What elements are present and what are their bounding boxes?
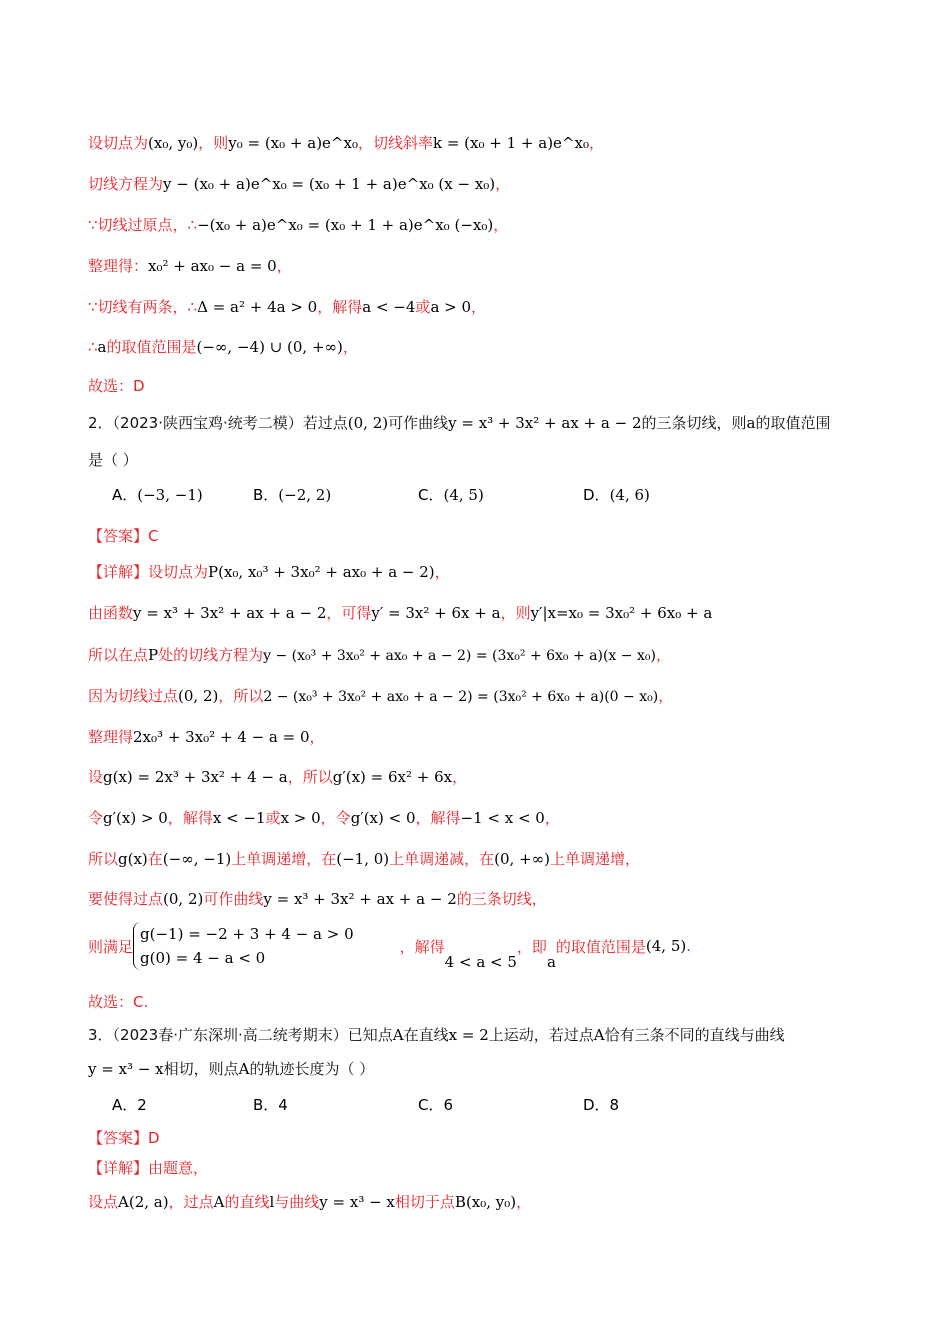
- sol1-choice: [88, 375, 890, 397]
- q2-detail-1: [88, 561, 890, 583]
- formula: k = (x₀ + 1 + a)e^x₀: [432, 134, 589, 152]
- text: 3．（2023春·广东深圳·高二统考期末）已知点: [88, 1026, 393, 1044]
- text: ，解得: [399, 937, 445, 956]
- case-line-2: g(0) = 4 − a < 0: [140, 949, 266, 967]
- sol1-line-4: [88, 255, 890, 277]
- sol1-line-3: [88, 214, 890, 236]
- text: ，即: [516, 937, 547, 956]
- text: ，: [516, 1193, 532, 1211]
- option-value: (−2, 2): [278, 486, 332, 504]
- formula: x > 0: [280, 809, 321, 827]
- text: 【详解】设切点为: [88, 563, 209, 581]
- q2-stem: [88, 412, 890, 434]
- formula: a: [746, 414, 756, 432]
- text: 的取值范围是: [106, 338, 197, 356]
- formula: −(x₀ + a)e^x₀ = (x₀ + 1 + a)e^x₀ (−x₀): [197, 216, 494, 234]
- q3-detail-1: [88, 1157, 890, 1179]
- text: 设点: [88, 1193, 119, 1211]
- sol1-line-5: [88, 296, 890, 318]
- q2-detail-6: [88, 766, 890, 788]
- q2-detail-9: [88, 888, 890, 910]
- formula: g′(x) = 6x² + 6x: [332, 768, 453, 786]
- text: 的三条切线，: [456, 890, 547, 908]
- formula: Δ = a² + 4a > 0: [197, 298, 318, 316]
- formula: g′(x) > 0: [103, 809, 168, 827]
- text: ，解得: [167, 809, 213, 827]
- formula: A: [593, 1026, 605, 1044]
- case-system: [133, 922, 354, 970]
- text: 相切于点: [394, 1193, 455, 1211]
- formula: x₀² + ax₀ − a = 0: [148, 257, 277, 275]
- formula: (−∞, −1): [162, 850, 232, 868]
- text: ，: [309, 728, 325, 746]
- option-label: C．: [418, 486, 444, 504]
- q2-detail-5: [88, 726, 890, 748]
- formula: x = 2: [448, 1026, 489, 1044]
- text: ，: [588, 134, 604, 152]
- option-label: A．: [112, 486, 138, 504]
- text: ∴: [88, 338, 98, 356]
- text: 的轨迹长度为（ ）: [249, 1060, 375, 1078]
- text: 上单调递减，在: [389, 850, 495, 868]
- text: 上单调递增，在: [231, 850, 337, 868]
- q2-detail-2: [88, 602, 890, 624]
- q2-option-b[interactable]: [253, 484, 331, 506]
- q3-option-a[interactable]: [112, 1094, 147, 1116]
- formula: A: [238, 1060, 250, 1078]
- option-label: D．: [583, 486, 610, 504]
- text: ，: [276, 257, 292, 275]
- text: ，: [495, 175, 511, 193]
- option-label: A．2: [112, 1096, 147, 1114]
- text: ，所以: [287, 768, 333, 786]
- option-value: (4, 5): [443, 486, 484, 504]
- formula: 2x₀³ + 3x₀² + 4 − a = 0: [133, 728, 310, 746]
- q3-option-d[interactable]: [583, 1094, 619, 1116]
- option-value: (−3, −1): [137, 486, 203, 504]
- option-label: D．8: [583, 1096, 620, 1114]
- text: 上单调递增，: [550, 850, 641, 868]
- q2-detail-3: [88, 644, 890, 667]
- text: 【答案】C: [88, 527, 159, 545]
- text: 设: [88, 768, 104, 786]
- formula: g(x): [118, 850, 148, 868]
- text: ，所以: [218, 687, 264, 705]
- formula: y − (x₀³ + 3x₀² + ax₀ + a − 2) = (3x₀² + 6x₀ + a)(x − x₀): [263, 648, 656, 664]
- text: 2．（2023·陕西宝鸡·统考二模）若过点: [88, 414, 348, 432]
- q2-detail-8: [88, 848, 890, 870]
- formula: y = x³ + 3x² + ax + a − 2: [133, 604, 327, 622]
- formula: −1 < x < 0: [460, 809, 545, 827]
- text: ，: [655, 646, 671, 664]
- q2-option-d[interactable]: [583, 484, 650, 506]
- formula: 2 − (x₀³ + 3x₀² + ax₀ + a − 2) = (3x₀² + 6x₀ + a)(0 − x₀): [263, 689, 659, 705]
- option-label: C．6: [418, 1096, 454, 1114]
- formula: (−1, 0): [336, 850, 390, 868]
- text: 或: [415, 298, 431, 316]
- sol1-line-6: [88, 336, 890, 358]
- q2-detail-7: [88, 807, 890, 829]
- text: 可作曲线: [203, 890, 264, 908]
- text: 故选：C.: [88, 993, 149, 1011]
- formula: a: [546, 953, 556, 971]
- text: ，切线斜率: [357, 134, 433, 152]
- q2-detail-4: [88, 685, 890, 708]
- text: ，解得: [415, 809, 461, 827]
- text: ，: [471, 298, 487, 316]
- text: ，: [434, 563, 450, 581]
- formula: y = x³ + 3x² + ax + a − 2: [448, 414, 642, 432]
- formula: y = x³ − x: [88, 1060, 164, 1078]
- formula: a: [97, 338, 107, 356]
- q3-option-c[interactable]: [418, 1094, 453, 1116]
- formula: g(x) = 2x³ + 3x² + 4 − a: [103, 768, 288, 786]
- q2-detail-10: [88, 922, 691, 970]
- option-label: B．: [253, 486, 279, 504]
- q2-option-c[interactable]: [418, 484, 484, 506]
- text: ，则: [198, 134, 229, 152]
- text: 的取值范围是: [555, 937, 646, 956]
- option-value: (4, 6): [609, 486, 650, 504]
- q3-detail-2: [88, 1191, 890, 1213]
- formula: y = x³ − x: [319, 1193, 395, 1211]
- sol1-line-1: [88, 132, 890, 154]
- formula: P: [148, 646, 159, 664]
- text: ，可得: [326, 604, 372, 622]
- text: 的直线: [224, 1193, 270, 1211]
- text: 要使得过点: [88, 890, 164, 908]
- formula: g′(x) < 0: [350, 809, 416, 827]
- text: 令: [88, 809, 104, 827]
- text: ，: [493, 216, 509, 234]
- text: 整理得: [88, 728, 134, 746]
- text: 设切点为: [88, 134, 149, 152]
- formula: A: [213, 1193, 225, 1211]
- text: 所以: [88, 850, 119, 868]
- text: 切线方程为: [88, 175, 164, 193]
- q2-option-a[interactable]: [112, 484, 203, 506]
- q2-choice: [88, 991, 890, 1013]
- formula: a < −4: [362, 298, 416, 316]
- text: 因为切线过点: [88, 687, 179, 705]
- formula: y′|x=x₀ = 3x₀² + 6x₀ + a: [530, 604, 713, 622]
- text: 是（ ）: [88, 451, 138, 469]
- text: ，: [544, 809, 560, 827]
- q3-stem: [88, 1024, 890, 1046]
- text: 可作曲线: [388, 414, 449, 432]
- text: ∵切线有两条，∴: [88, 298, 198, 316]
- formula: P(x₀, x₀³ + 3x₀² + ax₀ + a − 2): [208, 563, 435, 581]
- q2-stem-2: [88, 449, 890, 471]
- formula: y = x³ + 3x² + ax + a − 2: [263, 890, 457, 908]
- text: 的取值范围: [755, 414, 831, 432]
- formula: (0, 2): [178, 687, 219, 705]
- text: 整理得：: [88, 257, 149, 275]
- formula: (0, 2): [163, 890, 204, 908]
- q3-option-b[interactable]: [253, 1094, 288, 1116]
- formula: 4 < a < 5: [444, 953, 517, 971]
- formula: x < −1: [212, 809, 266, 827]
- sol1-line-2: [88, 173, 890, 195]
- text: 故选：D: [88, 377, 145, 395]
- text: 处的切线方程为: [158, 646, 264, 664]
- text: ，则: [500, 604, 531, 622]
- option-label: B．4: [253, 1096, 288, 1114]
- text: 所以在点: [88, 646, 149, 664]
- text: 在直线: [403, 1026, 449, 1044]
- text: 则满足: [88, 937, 134, 956]
- formula: y − (x₀ + a)e^x₀ = (x₀ + 1 + a)e^x₀ (x − x₀): [163, 175, 496, 193]
- formula: a > 0: [430, 298, 472, 316]
- text: 恰有三条不同的直线与曲线: [604, 1026, 785, 1044]
- formula: (4, 5): [645, 937, 687, 955]
- formula: (0, +∞): [494, 850, 551, 868]
- text: 在: [147, 850, 163, 868]
- formula: A(2, a): [118, 1193, 169, 1211]
- case-line-1: g(−1) = −2 + 3 + 4 − a > 0: [140, 925, 354, 943]
- q3-stem-2: [88, 1058, 890, 1080]
- text: 由函数: [88, 604, 134, 622]
- formula: y′ = 3x² + 6x + a: [371, 604, 501, 622]
- formula: l: [269, 1193, 275, 1211]
- text: ，令: [320, 809, 351, 827]
- text: 或: [265, 809, 281, 827]
- text: 相切，则点: [163, 1060, 239, 1078]
- text: 的三条切线，则: [641, 414, 747, 432]
- formula: B(x₀, y₀): [454, 1193, 517, 1211]
- q3-answer: [88, 1127, 890, 1149]
- formula: (x₀, y₀): [148, 134, 199, 152]
- text: ∵切线过原点，∴: [88, 216, 198, 234]
- text: 与曲线: [274, 1193, 320, 1211]
- formula: (−∞, −4) ∪ (0, +∞): [196, 338, 343, 356]
- text: ，: [452, 768, 468, 786]
- text: ，解得: [317, 298, 363, 316]
- text: .: [686, 937, 692, 955]
- text: 【详解】由题意，: [88, 1159, 209, 1177]
- formula: A: [392, 1026, 404, 1044]
- text: ，: [658, 687, 674, 705]
- formula: (0, 2): [347, 414, 389, 432]
- formula: y₀ = (x₀ + a)e^x₀: [228, 134, 358, 152]
- q2-answer: [88, 525, 890, 547]
- text: 上运动，若过点: [488, 1026, 594, 1044]
- text: 【答案】D: [88, 1129, 160, 1147]
- text: ，过点: [168, 1193, 214, 1211]
- text: ，: [342, 338, 358, 356]
